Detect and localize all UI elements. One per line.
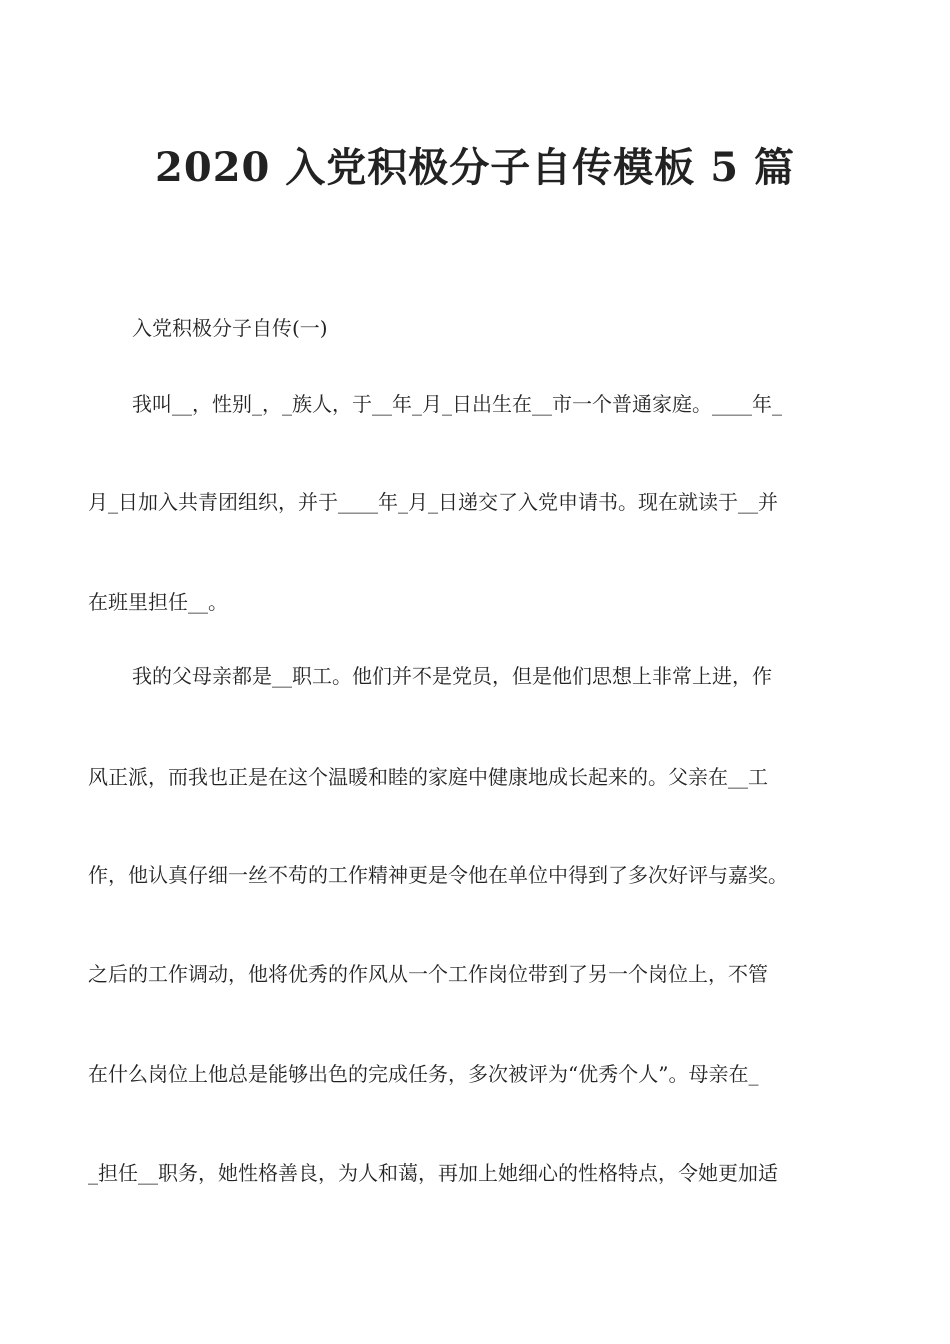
text-line: _担任__职务，她性格善良，为人和蔼，再加上她细心的性格特点，令她更加适 [88,1161,778,1185]
text-line: 我的父母亲都是__职工。他们并不是党员，但是他们思想上非常上进，作 [132,664,772,688]
text-line: 在什么岗位上他总是能够出色的完成任务，多次被评为“优秀个人”。母亲在_ [88,1062,759,1086]
document-title: 2020 入党积极分子自传模板 5 篇 [155,144,795,191]
text-line: 我叫__，性别_，_族人，于__年_月_日出生在__市一个普通家庭。____年_ [132,392,782,416]
text-line: 月_日加入共青团组织，并于____年_月_日递交了入党申请书。现在就读于__并 [88,490,778,514]
text-line: 之后的工作调动，他将优秀的作风从一个工作岗位带到了另一个岗位上，不管 [88,962,768,986]
text-line: 作，他认真仔细一丝不苟的工作精神更是令他在单位中得到了多次好评与嘉奖。 [88,863,788,887]
text-line: 在班里担任__。 [88,590,228,614]
text-line: 风正派，而我也正是在这个温暖和睦的家庭中健康地成长起来的。父亲在__工 [88,765,768,789]
section-heading: 入党积极分子自传(一) [132,316,328,340]
